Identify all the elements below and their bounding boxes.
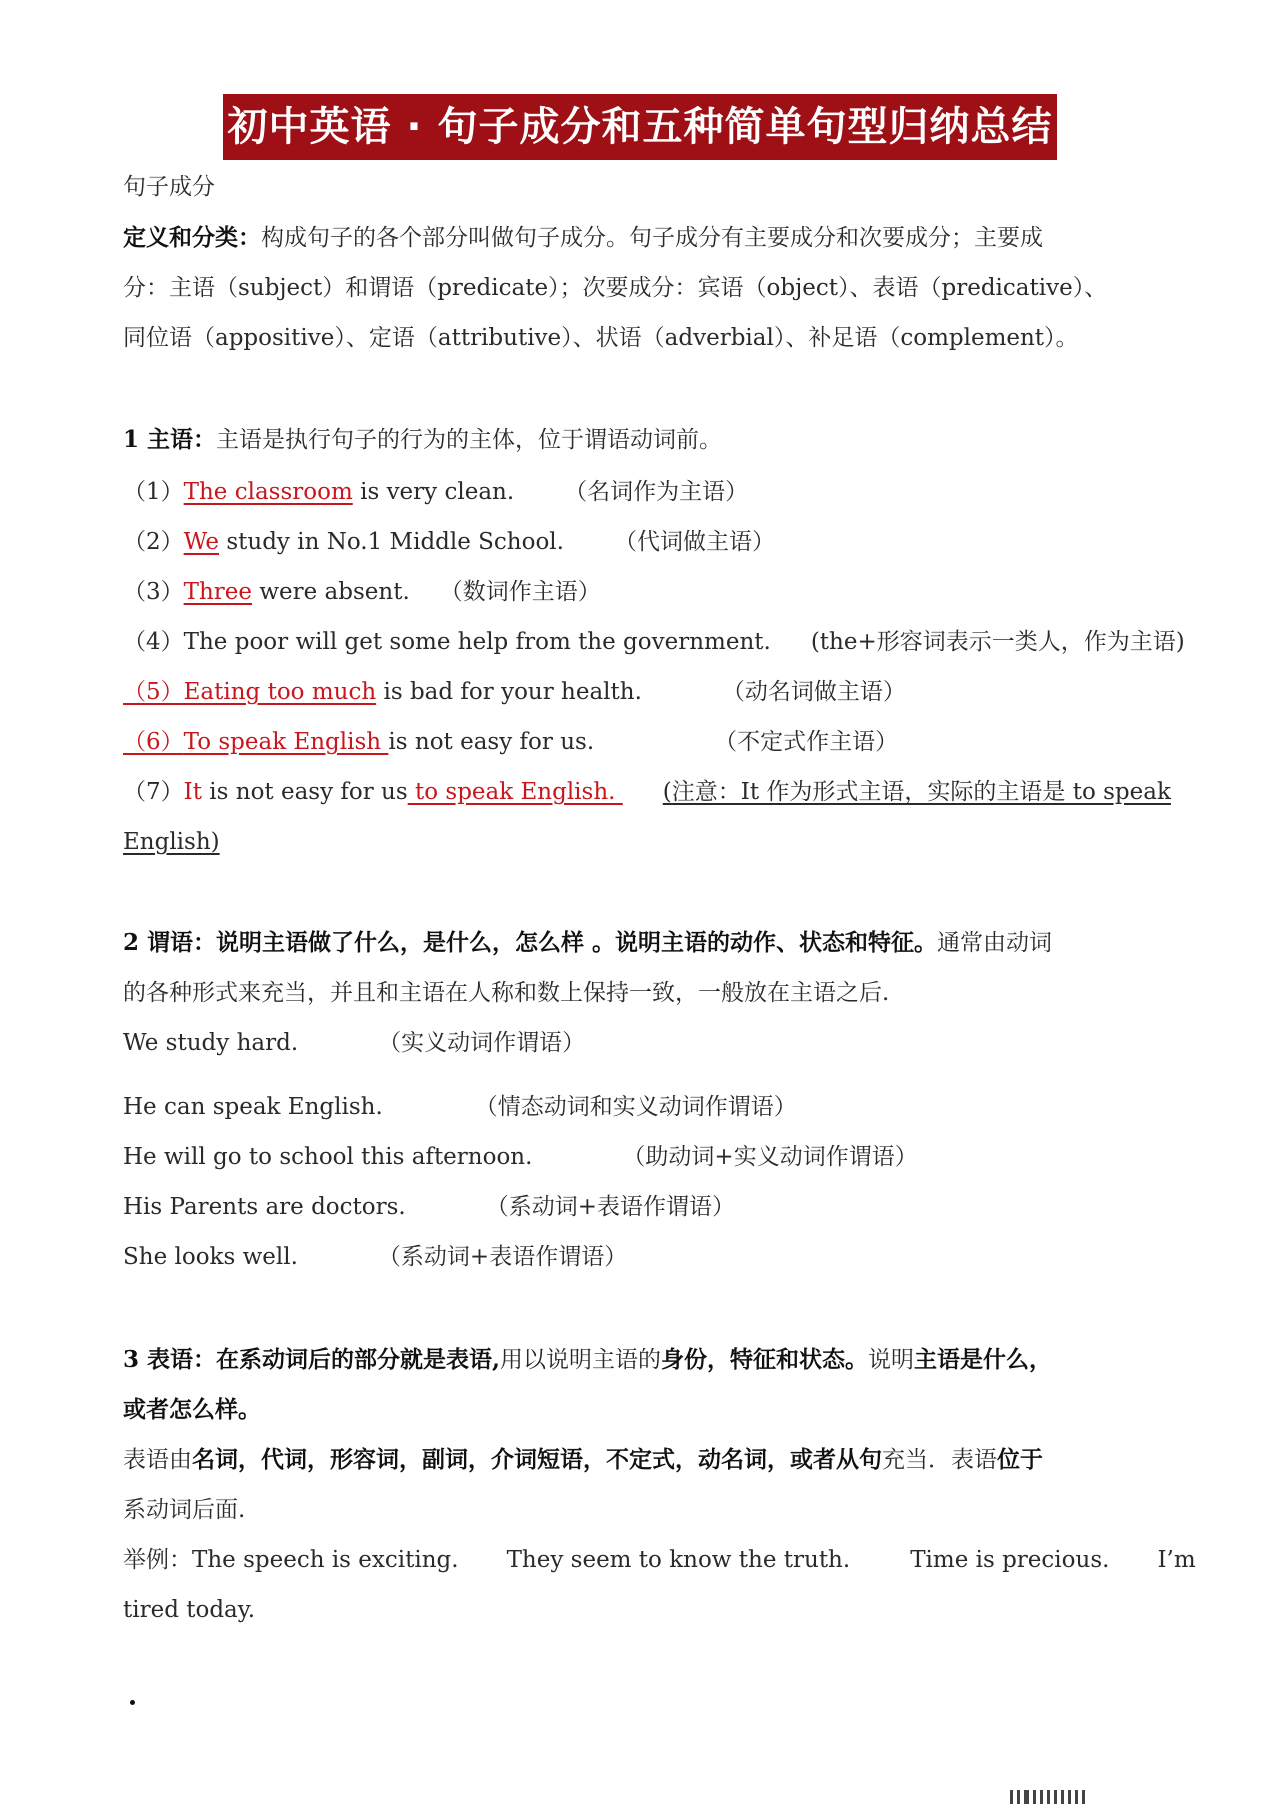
predicate-tail: 通常由动词 (937, 930, 1053, 956)
example-label: 举例： (123, 1547, 192, 1573)
example-note: （数词作主语） (439, 579, 601, 605)
example-text: He will go to school this afternoon. (123, 1144, 533, 1170)
predicative-line-4: 系动词后面. (123, 1497, 246, 1523)
subject-example-6 (123, 727, 898, 757)
example-note: （系动词+表语作谓语） (377, 1244, 628, 1270)
example-note: （名词作为主语） (564, 479, 749, 505)
example-number: （5） (123, 679, 184, 705)
predicate-example-4 (123, 1192, 735, 1222)
subject-example-7 (123, 777, 1171, 807)
subject-example-4 (123, 627, 1185, 657)
predicative-text: 用以说明主语的 (500, 1347, 662, 1373)
predicate-example-2 (123, 1092, 797, 1122)
example-number: （1） (123, 479, 184, 505)
page-title: 初中英语 · 句子成分和五种简单句型归纳总结 (223, 94, 1056, 160)
subject-desc: 主语是执行句子的行为的主体，位于谓语动词前。 (216, 427, 723, 453)
predicative-text: 名词，代词，形容词，副词，介词短语，不定式，动名词，或者从句 (192, 1446, 882, 1473)
predicative-text: 在系动词后的部分就是表语, (216, 1346, 501, 1373)
example-note-cont: English) (123, 829, 220, 855)
example-text: They seem to know the truth. (506, 1547, 851, 1573)
section-heading: 句子成分 (123, 174, 215, 200)
definition-text-1: 构成句子的各个部分叫做句子成分。句子成分有主要成分和次要成分；主要成 (261, 225, 1043, 251)
example-rest: is bad for your health. (376, 679, 642, 705)
example-subject: Three (183, 579, 253, 605)
predicative-text: 位于 (997, 1446, 1043, 1473)
example-real-subject: to speak English. (407, 779, 623, 805)
predicate-example-5 (123, 1242, 627, 1272)
subject-head: 1 主语： (123, 426, 217, 453)
predicate-example-3 (123, 1142, 918, 1172)
example-note: （代词做主语） (613, 529, 775, 555)
example-note: （助动词+实义动词作谓语） (622, 1144, 918, 1170)
scan-artifact (1010, 1790, 1089, 1804)
example-number: （4） (123, 629, 184, 655)
definition-line-1 (123, 223, 1043, 253)
predicate-heading (123, 928, 1052, 958)
example-text: We study hard. (123, 1030, 299, 1056)
example-text: She looks well. (123, 1244, 298, 1270)
example-rest: is very clean. (352, 479, 515, 505)
definition-line-3: 同位语（appositive）、定语（attributive）、状语（adverbial）、补足语（complement）。 (123, 325, 1079, 351)
example-rest: is not easy for us. (388, 729, 595, 755)
example-note: （系动词+表语作谓语） (485, 1194, 736, 1220)
example-number: （7） (123, 779, 184, 805)
example-text: Time is precious. (910, 1547, 1110, 1573)
example-subject: It (183, 779, 202, 805)
predicate-example-1 (123, 1028, 585, 1058)
bullet-dot (130, 1700, 135, 1705)
example-subject: To speak English (183, 729, 389, 755)
definition-label: 定义和分类： (123, 224, 261, 251)
predicative-line-2: 或者怎么样。 (123, 1396, 261, 1423)
predicative-text: 表语由 (123, 1447, 192, 1473)
example-text: His Parents are doctors. (123, 1194, 406, 1220)
subject-example-3 (123, 577, 601, 607)
example-rest: is not easy for us (201, 779, 408, 805)
example-subject: Eating too much (183, 679, 377, 705)
predicative-head: 3 表语： (123, 1346, 217, 1373)
example-text: The poor will get some help from the government. (183, 629, 771, 655)
example-note: （动名词做主语） (721, 679, 906, 705)
subject-heading (123, 425, 722, 455)
predicative-text: 充当．表语 (882, 1447, 997, 1473)
predicative-examples-cont: tired today. (123, 1597, 256, 1623)
subject-example-1 (123, 477, 748, 507)
predicative-heading (123, 1345, 1052, 1375)
subject-example-2 (123, 527, 775, 557)
example-text: He can speak English. (123, 1094, 383, 1120)
example-note: (注意：It 作为形式主语，实际的主语是 to speak (662, 779, 1171, 805)
predicate-line-2: 的各种形式来充当，并且和主语在人称和数上保持一致，一般放在主语之后. (123, 980, 890, 1006)
subject-example-5 (123, 677, 906, 707)
predicative-line-3 (123, 1445, 1043, 1475)
example-text: I’m (1157, 1547, 1196, 1573)
example-note: （不定式作主语） (714, 729, 899, 755)
predicate-head: 2 谓语： (123, 929, 217, 956)
example-note: (the+形容词表示一类人，作为主语) (810, 629, 1185, 655)
example-text: The speech is exciting. (192, 1547, 459, 1573)
example-note: （实义动词作谓语） (378, 1030, 586, 1056)
predicative-text: 主语是什么， (914, 1346, 1053, 1373)
subject-example-7-cont (123, 827, 220, 857)
example-rest: were absent. (252, 579, 410, 605)
predicative-text: 说明 (868, 1347, 915, 1373)
predicative-examples (123, 1545, 1196, 1575)
example-number: （2） (123, 529, 184, 555)
example-rest: study in No.1 Middle School. (219, 529, 564, 555)
title-banner (0, 94, 1280, 160)
example-subject: We (183, 529, 220, 555)
example-number: （6） (123, 729, 184, 755)
example-note: （情态动词和实义动词作谓语） (474, 1094, 797, 1120)
definition-line-2: 分：主语（subject）和谓语（predicate）；次要成分：宾语（object）、表语（predicative）、 (123, 275, 1108, 301)
predicate-bold: 说明主语做了什么，是什么，怎么样 。说明主语的动作、状态和特征。 (216, 929, 938, 956)
example-subject: The classroom (183, 479, 353, 505)
example-number: （3） (123, 579, 184, 605)
predicative-text: 身份，特征和状态。 (661, 1346, 869, 1373)
